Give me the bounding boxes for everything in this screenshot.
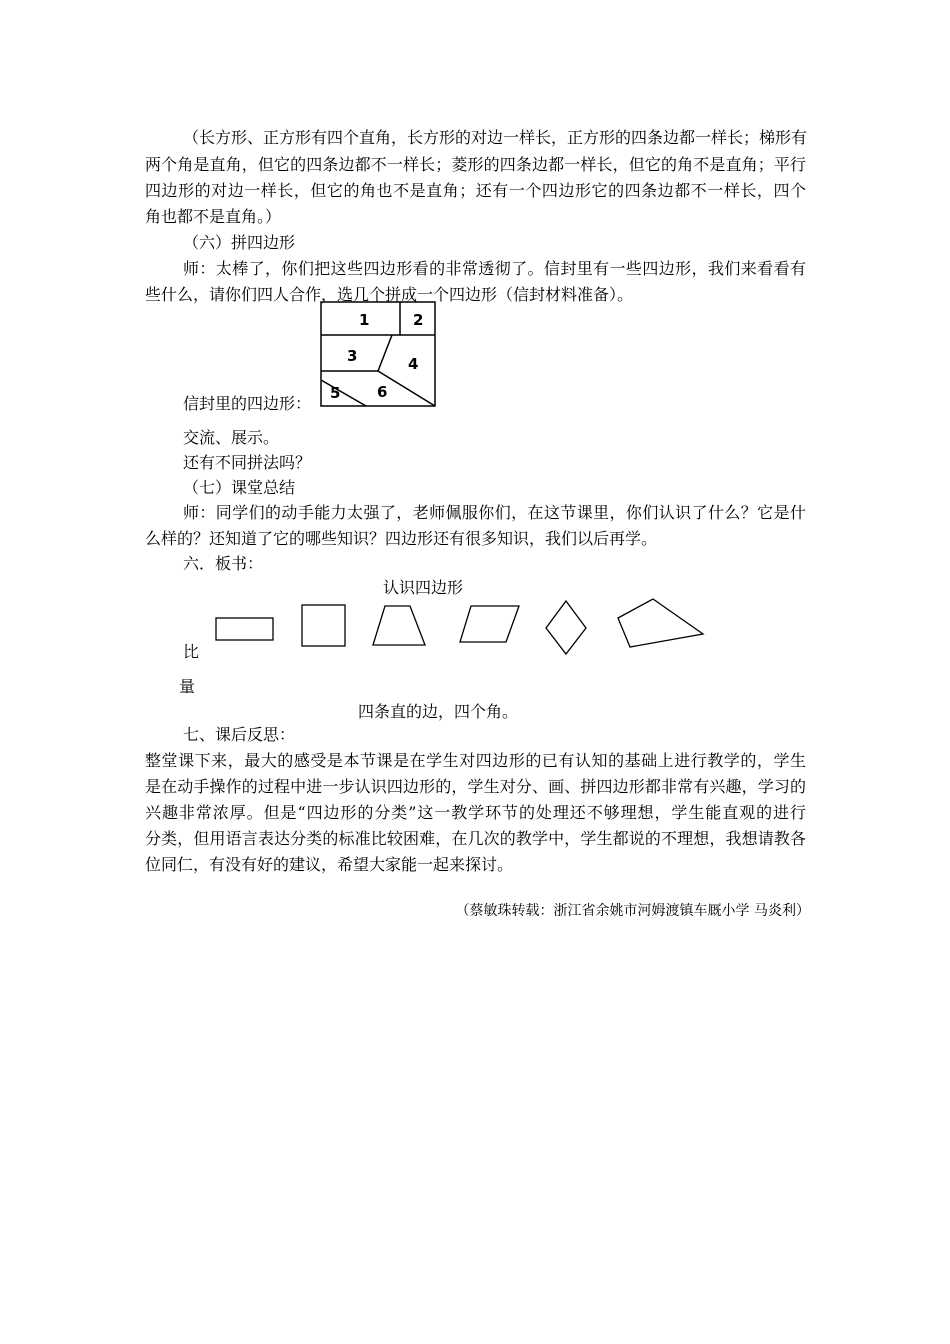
puzzle-divider-line: [321, 380, 366, 406]
teacher2-line-1: 师：同学们的动手能力太强了，老师佩服你们，在这节课里，你们认识了什么？它是什: [183, 503, 806, 522]
board-heading: 六．板书：: [183, 554, 264, 573]
square-shape: [302, 605, 345, 646]
section7-title: （七）课堂总结: [183, 478, 296, 497]
envelope-label: 信封里的四边形：: [183, 394, 312, 413]
teacher2-line-2: 么样的？还知道了它的哪些知识？四边形还有很多知识，我们以后再学。: [145, 529, 658, 548]
teacher1-line-1: 师：太棒了，你们把这些四边形看的非常透彻了。信封里有一些四边形，我们来看看有: [183, 259, 806, 278]
credit-line: （蔡敏珠转载：浙江省余姚市河姆渡镇车厩小学 马炎利）: [455, 903, 810, 919]
rhombus-shape: [546, 601, 586, 654]
puzzle-piece-label: 4: [408, 355, 419, 373]
board-shapes-figure: [210, 596, 710, 666]
trapezoid-shape: [373, 606, 425, 645]
teacher1-line-2: 些什么，请你们四人合作，选几个拼成一个四边形（信封材料准备）。: [145, 285, 634, 304]
measure-label: 量: [179, 677, 196, 696]
properties-line-4: 角也都不是直角。）: [145, 207, 282, 226]
other-ways-text: 还有不同拼法吗？: [183, 453, 312, 472]
reflection-line-1: 整堂课下来，最大的感受是本节课是在学生对四边形的已有认知的基础上进行教学的，学生: [145, 751, 806, 770]
section6-title: （六）拼四边形: [183, 233, 296, 252]
properties-line-1: （长方形、正方形有四个直角，长方形的对边一样长，正方形的四条边都一样长；梯形有: [183, 128, 808, 147]
reflection-line-3: 兴趣非常浓厚。但是“四边形的分类”这一教学环节的处理还不够理想，学生能直观的进行: [145, 803, 806, 822]
reflection-line-5: 位同仁，有没有好的建议，希望大家能一起来探讨。: [145, 855, 514, 874]
properties-line-2: 两个角是直角，但它的四条边都不一样长；菱形的四条边都一样长，但它的角不是直角；平行: [145, 155, 806, 174]
puzzle-divider-line: [378, 335, 392, 371]
parallelogram-shape: [460, 606, 519, 642]
rectangle-shape: [216, 618, 273, 640]
reflection-line-4: 分类，但用语言表达分类的标准比较困难，在几次的教学中，学生都说的不理想，我想请教各: [145, 829, 806, 848]
compare-label: 比: [183, 642, 200, 661]
puzzle-piece-label: 6: [377, 383, 388, 401]
puzzle-piece-label: 2: [413, 311, 424, 329]
envelope-puzzle-figure: [320, 301, 436, 407]
properties-line-3: 四边形的对边一样长，但它的角也不是直角；还有一个四边形它的四条边都不一样长，四个: [145, 181, 806, 200]
reflection-line-2: 是在动手操作的过程中进一步认识四边形的，学生对分、画、拼四边形都非常有兴趣，学习的: [145, 777, 806, 796]
puzzle-piece-label: 5: [330, 384, 341, 402]
irregular-quadrilateral-shape: [618, 599, 703, 647]
puzzle-piece-label: 3: [347, 347, 358, 365]
board-title: 认识四边形: [383, 578, 464, 597]
board-conclusion: 四条直的边，四个角。: [358, 702, 519, 721]
exchange-text: 交流、展示。: [183, 428, 280, 447]
reflection-heading: 七、课后反思：: [183, 725, 296, 744]
puzzle-piece-label: 1: [359, 311, 370, 329]
